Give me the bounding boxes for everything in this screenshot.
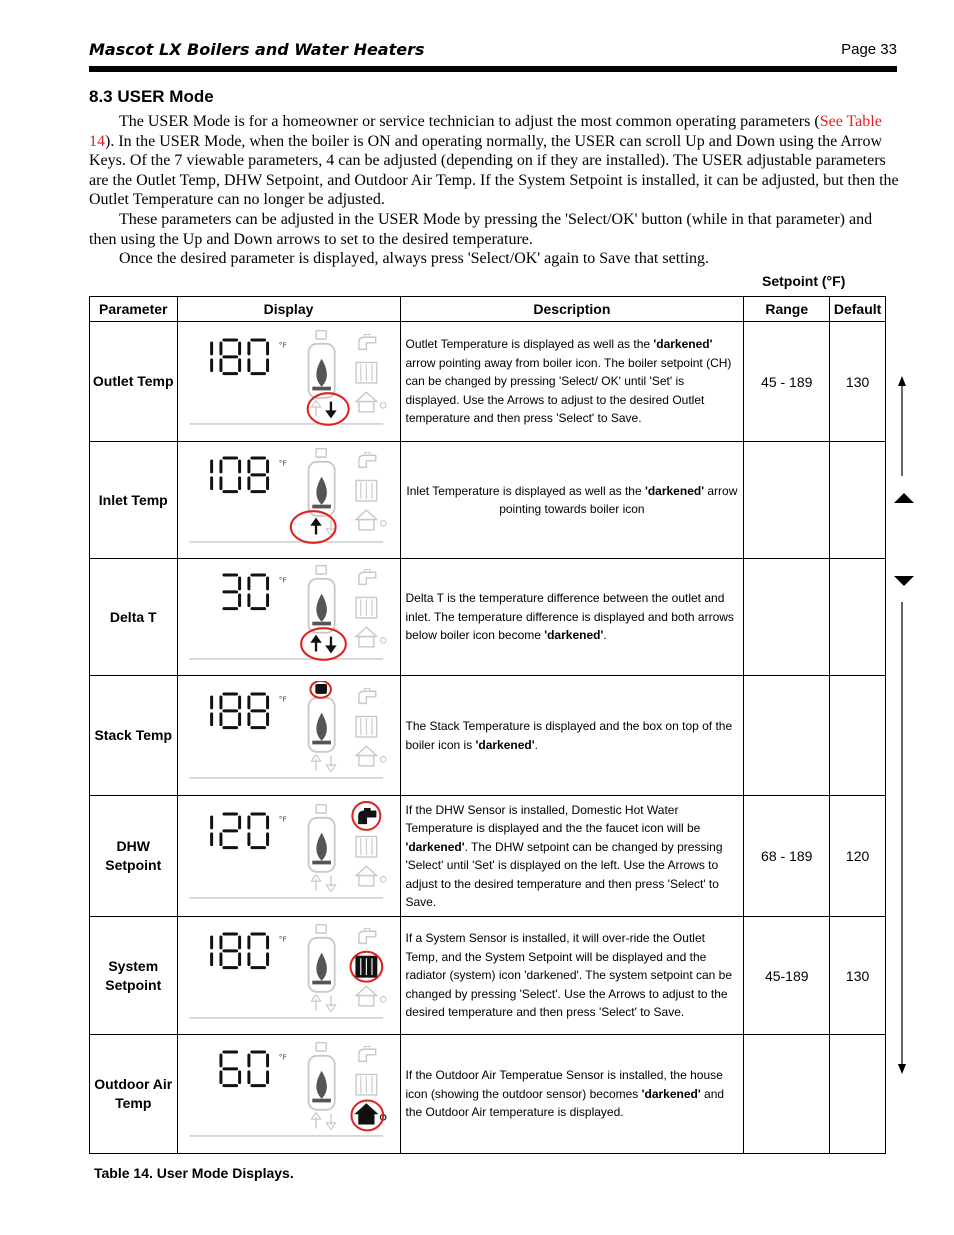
description-text: If a System Sensor is installed, it will over-ride the Outlet Temp, and the System Setpoint will be displayed and the radiator (system) icon 'darkened'. The system setpoint can be changed by pressing 'Select'. Use the Arrows to adjust to the desired temperature and then press 'Select' to Save. — [405, 931, 733, 1020]
paragraph-3: Once the desired parameter is displayed, always press 'Select/OK' again to Save that setting. — [119, 250, 710, 268]
up-arrow-icon — [311, 400, 320, 416]
scroll-arrows-indicator — [892, 376, 916, 1076]
header-description: Description — [400, 297, 744, 322]
degree-f-symbol: °F — [278, 458, 287, 468]
description-text: Inlet Temperature is displayed as well as the — [406, 483, 645, 498]
lcd-display-graphic — [178, 801, 400, 911]
down-arrow-icon — [326, 755, 335, 771]
default-cell — [830, 442, 886, 559]
setpoint-label: Setpoint (°F) — [762, 273, 846, 289]
parameter-cell: Stack Temp — [90, 676, 178, 796]
burner-icon — [312, 1099, 331, 1103]
faucet-icon — [358, 1046, 375, 1061]
burner-icon — [312, 980, 331, 984]
faucet-icon — [358, 569, 375, 584]
down-arrow-icon — [326, 995, 335, 1011]
section-body — [89, 112, 899, 269]
default-cell — [830, 1035, 886, 1154]
radiator-icon — [356, 480, 377, 501]
faucet-icon — [358, 688, 375, 703]
parameter-cell: Delta T — [90, 559, 178, 676]
faucet-icon — [358, 334, 375, 349]
lcd-display-graphic — [178, 1039, 400, 1149]
up-arrow-icon — [311, 636, 320, 652]
description-text: arrow pointing towards boiler icon — [499, 483, 738, 516]
description-cell — [400, 442, 744, 559]
flame-icon — [316, 358, 326, 386]
table-14-link[interactable]: See Table 14 — [89, 113, 882, 150]
display-cell — [177, 1035, 400, 1154]
description-text: . — [534, 737, 538, 752]
flame-icon — [316, 833, 326, 861]
stack-box-icon — [316, 566, 326, 574]
stack-box-icon — [316, 1043, 326, 1051]
range-cell — [744, 442, 830, 559]
table-row — [90, 1035, 886, 1154]
line-arrowhead-down-icon — [898, 1064, 906, 1074]
flame-icon — [316, 594, 326, 622]
range-cell: 45-189 — [744, 917, 830, 1035]
header-display: Display — [177, 297, 400, 322]
table-row — [90, 559, 886, 676]
header-rule — [89, 66, 897, 72]
default-cell: 130 — [830, 322, 886, 442]
stack-box-icon — [316, 805, 326, 813]
radiator-icon — [356, 956, 377, 977]
faucet-icon — [358, 452, 375, 467]
table-row — [90, 322, 886, 442]
degree-f-symbol: °F — [278, 694, 287, 704]
house-icon — [356, 627, 386, 647]
parameter-cell: System Setpoint — [90, 917, 178, 1035]
degree-f-symbol: °F — [278, 575, 287, 585]
flame-icon — [316, 1071, 326, 1099]
description-text: Outlet Temperature is displayed as well as the — [405, 337, 654, 352]
default-cell: 130 — [830, 917, 886, 1035]
lcd-display-graphic — [178, 327, 400, 437]
up-arrow-icon — [311, 1113, 320, 1129]
display-cell — [177, 442, 400, 559]
description-cell — [400, 917, 744, 1035]
display-cell — [177, 676, 400, 796]
faucet-icon — [358, 808, 375, 823]
burner-icon — [312, 622, 331, 626]
down-arrow-icon — [326, 637, 335, 653]
range-cell: 45 - 189 — [744, 322, 830, 442]
table-row — [90, 917, 886, 1035]
up-arrow-icon — [311, 754, 320, 770]
description-text: and the Outdoor Air temperature is displayed. — [405, 1086, 725, 1120]
stack-box-icon — [316, 449, 326, 457]
degree-f-symbol: °F — [278, 934, 287, 944]
table-caption: Table 14. User Mode Displays. — [94, 1165, 294, 1181]
emphasis-text: 'darkened' — [653, 337, 713, 352]
house-icon — [356, 392, 386, 412]
document-header-title: Mascot LX Boilers and Water Heaters — [89, 40, 425, 59]
stack-box-icon — [316, 330, 326, 338]
burner-icon — [312, 740, 331, 744]
down-triangle-icon — [894, 576, 914, 586]
radiator-icon — [356, 362, 377, 383]
header-parameter: Parameter — [90, 297, 178, 322]
emphasis-text: 'darkened' — [475, 737, 535, 752]
degree-f-symbol: °F — [278, 340, 287, 350]
range-cell — [744, 559, 830, 676]
up-arrow-icon — [311, 519, 320, 535]
paragraph-1: The USER Mode is for a homeowner or service technician to adjust the most common operating parameters (See Table 14). In the USER Mode, when the boiler is ON and operating normally, the USER can scroll Up and Down using the Arrow Keys. Of the 7 viewable parameters, 4 can be adjusted (depending on if they are installed). The USER adjustable parameters are the Outlet Temp, DHW Setpoint, and Outdoor Air Temp. If the System Setpoint is installed, it can be adjusted, but then the Outlet Temperature can no longer be adjusted. — [89, 113, 899, 209]
degree-f-symbol: °F — [278, 1052, 287, 1062]
lcd-display-graphic — [178, 681, 400, 791]
down-arrow-icon — [326, 401, 335, 417]
description-cell — [400, 796, 744, 917]
description-text: . — [603, 628, 607, 643]
up-triangle-icon — [894, 493, 914, 503]
description-text: . The DHW setpoint can be changed by pressing 'Select' until 'Set' is displayed on the left. Use the Arrows to adjust to the desired temperature and then press 'Select' to Save. — [405, 839, 723, 909]
burner-icon — [312, 505, 331, 509]
emphasis-text: 'darkened' — [544, 628, 604, 643]
range-cell: 68 - 189 — [744, 796, 830, 917]
emphasis-text: 'darkened' — [405, 839, 465, 854]
description-cell — [400, 322, 744, 442]
table-row — [90, 796, 886, 917]
lcd-display-graphic — [178, 445, 400, 555]
parameter-cell: Outdoor Air Temp — [90, 1035, 178, 1154]
degree-f-symbol: °F — [278, 814, 287, 824]
display-cell — [177, 917, 400, 1035]
house-icon — [356, 510, 386, 530]
user-mode-table — [89, 296, 886, 1154]
display-cell — [177, 796, 400, 917]
description-text: If the DHW Sensor is installed, Domestic Hot Water Temperature is displayed and the the faucet icon will be — [405, 802, 701, 835]
description-text: arrow pointing away from boiler icon. The boiler setpoint (CH) can be changed by pressing 'Select/ OK' until 'Set' is displayed. Use the Arrows to adjust to the desired Outlet temperature and then press 'Select' to Save. — [405, 355, 732, 426]
default-cell — [830, 559, 886, 676]
parameter-cell: DHW Setpoint — [90, 796, 178, 917]
house-icon — [356, 746, 386, 766]
paragraph-2: These parameters can be adjusted in the USER Mode by pressing the 'Select/OK' button (while in that parameter) and then using the Up and Down arrows to set to the desired temperature. — [89, 210, 873, 248]
description-text: If the Outdoor Air Temperatue Sensor is installed, the house icon (showing the outdoor sensor) becomes — [405, 1068, 723, 1101]
radiator-icon — [356, 716, 377, 737]
lcd-display-graphic — [178, 562, 400, 672]
description-text: Delta T is the temperature difference between the outlet and inlet. The temperature difference is displayed and both arrows below boiler icon become — [405, 591, 734, 643]
parameter-cell: Outlet Temp — [90, 322, 178, 442]
range-cell — [744, 1035, 830, 1154]
house-icon — [356, 866, 386, 886]
description-cell — [400, 559, 744, 676]
up-arrow-icon — [311, 994, 320, 1010]
radiator-icon — [356, 597, 377, 618]
header-range: Range — [744, 297, 830, 322]
page-number: Page 33 — [841, 41, 897, 58]
display-cell — [177, 559, 400, 676]
range-cell — [744, 676, 830, 796]
description-text: The Stack Temperature is displayed and the box on top of the boiler icon is — [405, 719, 733, 752]
radiator-icon — [356, 1074, 377, 1095]
header-default: Default — [830, 297, 886, 322]
parameter-cell: Inlet Temp — [90, 442, 178, 559]
house-icon — [356, 986, 386, 1006]
burner-icon — [312, 386, 331, 390]
flame-icon — [316, 952, 326, 980]
faucet-icon — [358, 928, 375, 943]
description-cell — [400, 1035, 744, 1154]
section-title: 8.3 USER Mode — [89, 87, 214, 106]
display-cell — [177, 322, 400, 442]
down-arrow-icon — [326, 1114, 335, 1130]
stack-box-icon — [316, 924, 326, 932]
table-row — [90, 676, 886, 796]
flame-icon — [316, 477, 326, 505]
emphasis-text: 'darkened' — [641, 1086, 701, 1101]
lcd-display-graphic — [178, 921, 400, 1031]
description-cell — [400, 676, 744, 796]
burner-icon — [312, 861, 331, 865]
emphasis-text: 'darkened' — [644, 483, 705, 498]
stack-box-icon — [316, 684, 326, 692]
table-header-row — [90, 297, 886, 322]
up-arrow-icon — [311, 875, 320, 891]
default-cell — [830, 676, 886, 796]
table-row — [90, 442, 886, 559]
down-arrow-icon — [326, 876, 335, 892]
default-cell: 120 — [830, 796, 886, 917]
flame-icon — [316, 712, 326, 740]
radiator-icon — [356, 836, 377, 857]
